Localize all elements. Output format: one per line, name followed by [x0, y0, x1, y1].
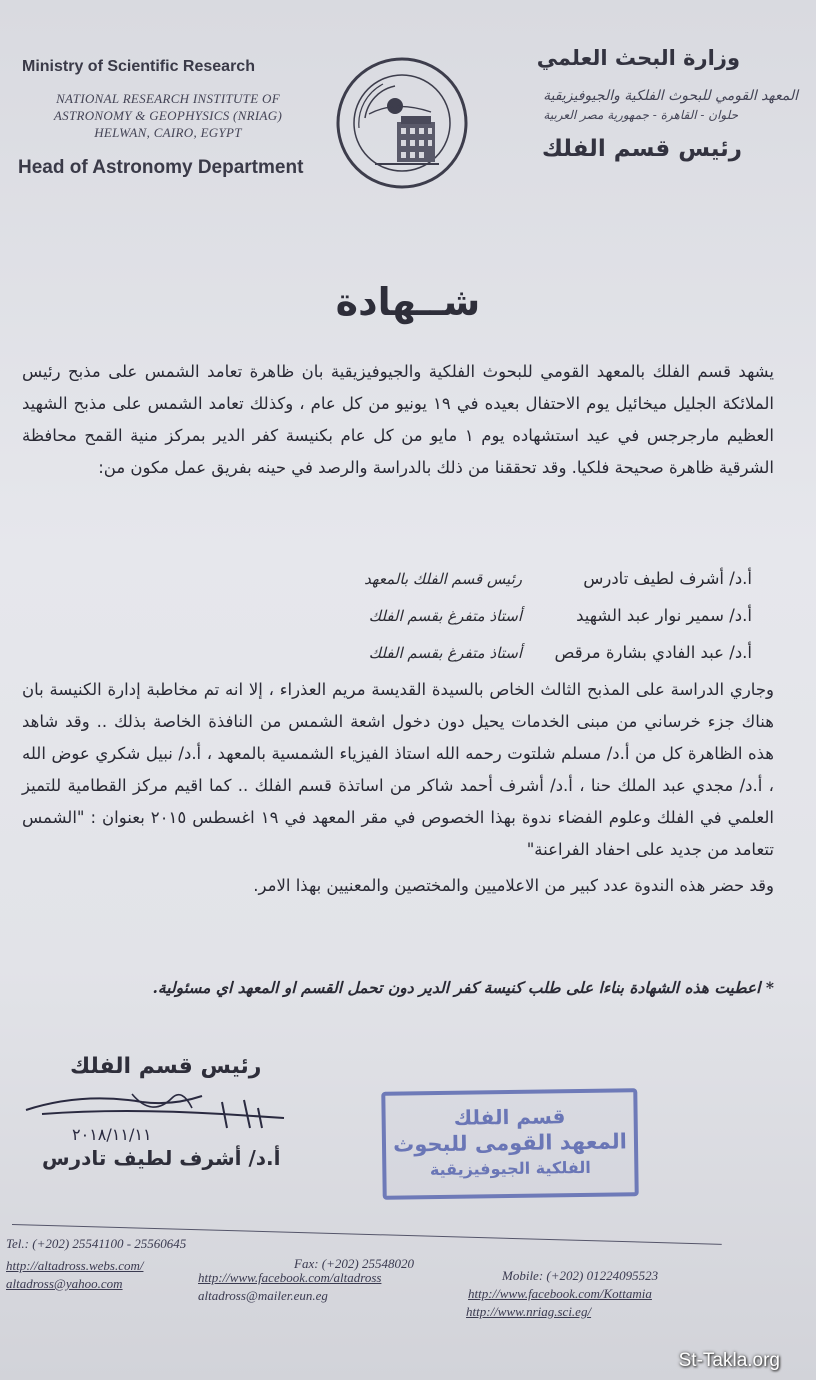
member-role: رئيس قسم الفلك بالمعهد	[364, 569, 522, 588]
institute-line-3: HELWAN, CAIRO, EGYPT	[94, 125, 242, 140]
department-stamp	[381, 1088, 638, 1200]
site-watermark: St-Takla.org	[678, 1350, 780, 1371]
disclaimer-note: * اعطيت هذه الشهادة بناءا على طلب كنيسة كفر الدير دون تحمل القسم او المعهد اي مسئولية.	[152, 978, 774, 997]
institute-address-ar: حلوان - القاهرة - جمهورية مصر العربية	[543, 108, 738, 122]
ministry-name-ar: وزارة البحث العلمي	[536, 46, 740, 70]
stamp-line-2: المعهد القومى للبحوث	[392, 1129, 627, 1157]
footer-email-2[interactable]: altadross@mailer.eun.eg	[198, 1288, 328, 1303]
handwritten-signature-icon	[22, 1088, 292, 1148]
certificate-paragraph-3: وقد حضر هذه الندوة عدد كبير من الاعلاميين والمختصين والمعنيين بهذا الامر.	[253, 876, 774, 895]
ministry-name-en: Ministry of Scientific Research	[22, 58, 255, 75]
arabic-letterhead	[498, 46, 798, 162]
footer-website-link[interactable]: http://altadross.webs.com/	[6, 1258, 144, 1273]
stamp-line-1: قسم الفلك	[453, 1104, 566, 1130]
stamp-line-3: الفلكية الجيوفيزيقية	[429, 1157, 591, 1180]
signatory-name: أ.د/ أشرف لطيف تادرس	[42, 1146, 281, 1170]
institute-name-en	[18, 90, 318, 141]
member-role: أستاذ متفرغ بقسم الفلك	[368, 606, 522, 625]
member-name: أ.د/ سمير نوار عبد الشهيد	[576, 606, 752, 625]
certificate-title: شــهادة	[335, 280, 481, 324]
team-member-row	[22, 560, 752, 597]
signature-date: ٢٠١٨/١١/١١	[72, 1125, 152, 1144]
footer-nriag-link[interactable]: http://www.nriag.sci.eg/	[466, 1304, 592, 1319]
certificate-paragraph-2: وجاري الدراسة على المذبح الثالث الخاص بالسيدة القديسة مريم العذراء ، إلا انه تم مخاطبة إدارة الكنيسة بان هناك جزء خرساني من مبنى الخدمات يحيل دون دخول اشعة الشمس من النافذة الخاصة بذلك .. وقد شاهد هذه الظاهرة كل من أ.د/ مسلم شلتوت رحمه الله استاذ الفيزياء الشمسية بالمعهد ، أ.د/ نبيل شكري عوض الله ، أ.د/ مجدي عبد الملك حنا ، أ.د/ أشرف أحمد شاكر من اساتذة قسم الفلك .. كما اقيم مركز القطامية للتميز العلمي في الفلك وعلوم الفضاء ندوة بهذا الخصوص في مقر المعهد في ١٩ اغسطس ٢٠١٥ بعنوان : "الشمس تتعامد من جديد على احفاد الفراعنة"	[22, 680, 774, 859]
footer-tel: Tel.: (+202) 25541100 - 25560645	[6, 1236, 187, 1251]
member-name: أ.د/ أشرف لطيف تادرس	[583, 569, 752, 588]
signature-title: رئيس قسم الفلك	[70, 1054, 262, 1079]
footer-facebook-kottamia-link[interactable]: http://www.facebook.com/Kottamia	[468, 1286, 652, 1301]
member-name: أ.د/ عبد الفادي بشارة مرقص	[554, 643, 752, 662]
footer-facebook-link[interactable]: http://www.facebook.com/altadross	[198, 1270, 382, 1285]
institute-line-1: NATIONAL RESEARCH INSTITUTE OF	[56, 91, 280, 106]
footer-email-link[interactable]: altadross@yahoo.com	[6, 1276, 123, 1291]
footer-mobile: Mobile: (+202) 01224095523	[502, 1268, 659, 1283]
team-member-row	[22, 597, 752, 634]
institute-name-ar: المعهد القومي للبحوث الفلكية والجيوفيزيقية	[543, 88, 798, 104]
institute-line-2: ASTRONOMY & GEOPHYSICS (NRIAG)	[53, 108, 283, 123]
english-letterhead	[18, 58, 318, 179]
team-member-row	[22, 634, 752, 671]
department-title-ar: رئيس قسم الفلك	[541, 136, 742, 162]
department-title-en: Head of Astronomy Department	[18, 157, 304, 178]
institute-seal-icon	[335, 56, 469, 190]
certificate-paragraph-1: يشهد قسم الفلك بالمعهد القومي للبحوث الفلكية والجيوفيزيقية بان ظاهرة تعامد الشمس على مذبح رئيس الملائكة الجليل ميخائيل يوم الاحتفال بعيده في ١٩ يونيو من كل عام ، وكذلك تعامد الشمس على مذبح الشهيد العظيم مارجرجس في عيد استشهاده يوم ١ مايو من كل عام بكنيسة كفر الدير بمركز منية القمح محافظة الشرقية ظاهرة صحيحة فلكيا. وقد تحققنا من ذلك بالدراسة والرصد في حينه بفريق عمل مكون من:	[22, 362, 774, 477]
team-members-list	[22, 560, 752, 671]
footer-fax: Fax: (+202) 25548020	[294, 1256, 414, 1271]
member-role: أستاذ متفرغ بقسم الفلك	[368, 643, 522, 662]
